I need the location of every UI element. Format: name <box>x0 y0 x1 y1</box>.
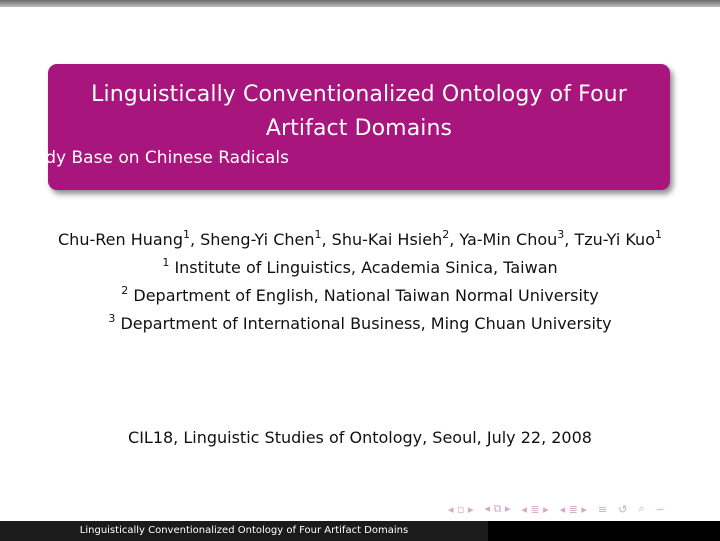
author-name: Chu-Ren Huang <box>58 230 183 249</box>
affiliation-text: Department of English, National Taiwan Normal University <box>133 286 599 305</box>
authors-block <box>0 226 720 338</box>
affiliation-text: Institute of Linguistics, Academia Sinica, Taiwan <box>174 258 558 277</box>
nav-back-icon[interactable]: ↺ <box>618 502 628 516</box>
nav-align-icon[interactable]: ≡ <box>597 502 608 516</box>
author-affiliation-mark: 3 <box>557 228 565 241</box>
author-separator: , <box>321 230 332 249</box>
event-line: CIL18, Linguistic Studies of Ontology, Seoul, July 22, 2008 <box>128 428 592 447</box>
beamer-navigation <box>448 500 665 518</box>
author-name: Tzu-Yi Kuo <box>574 230 655 249</box>
nav-search-icon[interactable]: ⌕ <box>638 502 645 515</box>
affiliation-3 <box>0 310 720 338</box>
author-affiliation-mark: 1 <box>182 228 190 241</box>
author-name: Shu-Kai Hsieh <box>331 230 443 249</box>
footer-bar <box>0 521 720 541</box>
top-strip <box>0 0 720 7</box>
author-name: Ya-Min Chou <box>459 230 558 249</box>
affiliation-number: 2 <box>121 284 129 297</box>
affiliation-text: Department of International Business, Ming Chuan University <box>120 314 612 333</box>
author-separator: , <box>189 230 201 249</box>
author-affiliation-mark: 1 <box>314 228 322 241</box>
author-name: Sheng-Yi Chen <box>200 230 315 249</box>
nav-section-icon[interactable]: ◂ ≣ ▸ <box>559 502 587 516</box>
slide-title: Linguistically Conventionalized Ontology of Four Artifact Domains <box>91 82 627 141</box>
footer-title: Linguistically Conventionalized Ontology of Four Artifact Domains <box>0 521 488 541</box>
nav-subsection-icon[interactable]: ◂ ≣ ▸ <box>521 502 549 516</box>
affiliation-2 <box>0 282 720 310</box>
nav-frame-icon[interactable]: ◂ ⧉ ▸ <box>484 502 511 515</box>
author-affiliation-mark: 2 <box>442 228 450 241</box>
author-list <box>0 226 720 254</box>
nav-slide-icon[interactable]: ◂ ▫ ▸ <box>448 502 474 516</box>
author-separator: , <box>449 230 460 249</box>
affiliation-number: 1 <box>162 256 170 269</box>
footer-right-panel <box>488 521 720 541</box>
author-affiliation-mark: 1 <box>654 228 662 241</box>
affiliation-1 <box>0 254 720 282</box>
affiliation-number: 3 <box>108 312 116 325</box>
author-separator: , <box>564 230 575 249</box>
title-box <box>48 64 670 190</box>
slide-subtitle: A Study Base on Chinese Radicals <box>0 148 289 168</box>
nav-zoom-icon[interactable]: ∽ <box>655 502 665 516</box>
